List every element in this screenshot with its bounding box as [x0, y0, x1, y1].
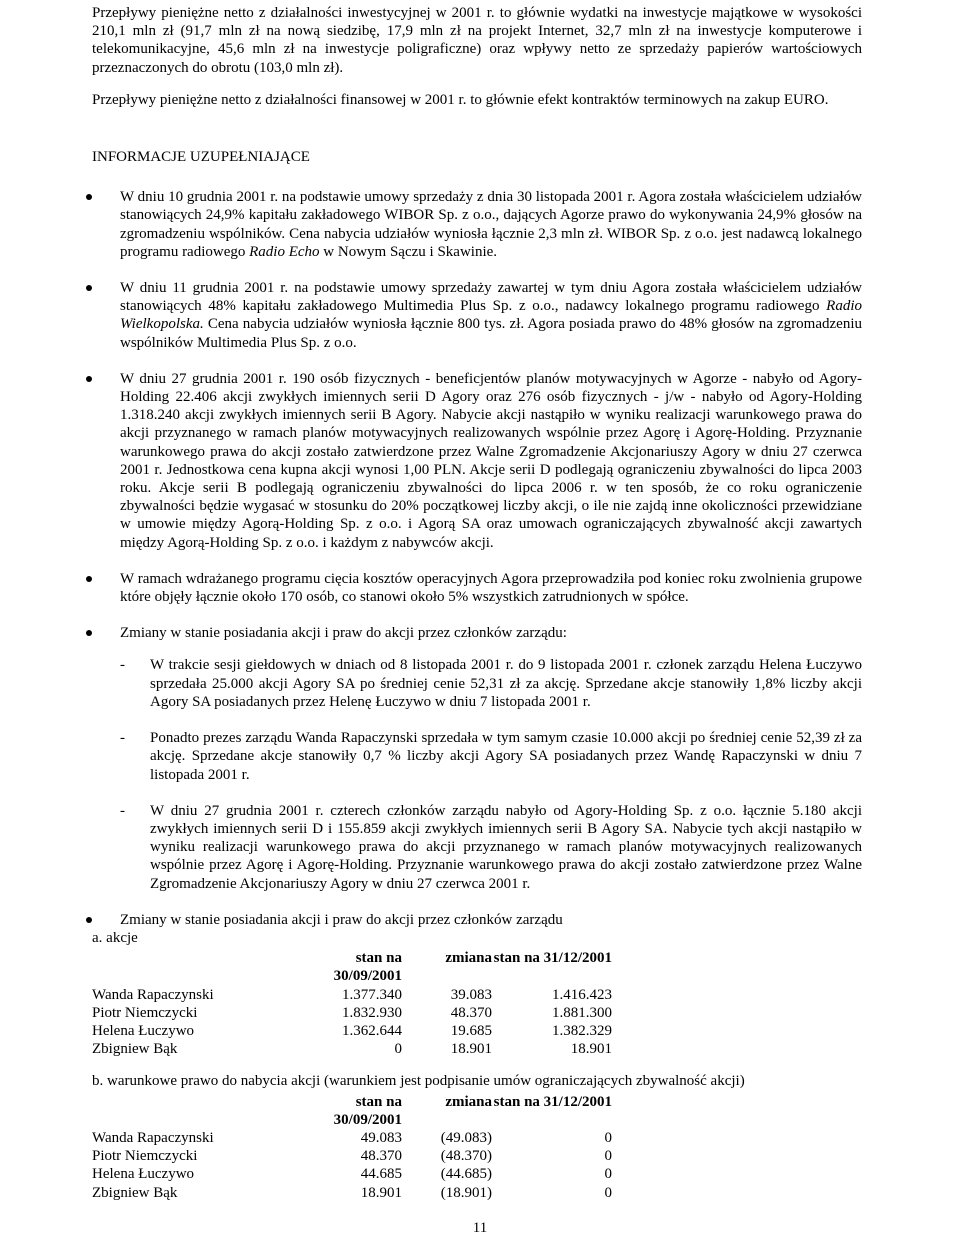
bullet-text: W dniu 11 grudnia 2001 r. na podstawie umowy sprzedaży zawartej w tym dniu Agora została właścicielem udziałów stanowiących 48% kapitału zakładowego Multimedia Plus Sp. z o.o., nadawcy lokalnego programu radiowego Radio Wielkopolska. Cena nabycia udziałów wyniosła łącznie 800 tys. zł. Agora posiada prawo do 48% głosów na zgromadzeniu wspólników Multimedia Plus Sp. z o.o. — [120, 280, 862, 351]
table-header-row: stan na 30/09/2001 zmiana stan na 31/12/2001 — [333, 950, 612, 985]
dash-marker: - — [120, 802, 125, 819]
table-row: Wanda Rapaczynski 49.083 (49.083) 0 — [92, 1129, 612, 1146]
list-item — [92, 279, 862, 352]
list-item — [92, 911, 862, 1202]
dash-list — [120, 656, 862, 892]
radio-name: Radio Wielkopolska. — [120, 298, 862, 333]
bullet-icon — [86, 285, 92, 291]
bullet-text: W dniu 10 grudnia 2001 r. na podstawie umowy sprzedaży z dnia 30 listopada 2001 r. Agora została właścicielem udziałów stanowiących 24,9% kapitału zakładowego WIBOR Sp. z o.o., dających Agorze prawo do wykonywania 24,9% głosów na zgromadzeniu wspólników. Cena nabycia udziałów wyniosła łącznie 2,3 mln zł. WIBOR Sp. z o.o. jest nadawcą lokalnego programu radiowego Radio Echo w Nowym Sączu i Skawinie. — [120, 189, 862, 260]
bullet-icon — [86, 376, 92, 382]
table-row: Piotr Niemczycki 1.832.930 48.370 1.881.300 — [92, 1004, 612, 1021]
page-number: 11 — [472, 1220, 488, 1236]
shares-table-b — [92, 1093, 612, 1202]
table-row: Helena Łuczywo 44.685 (44.685) 0 — [92, 1166, 612, 1183]
table-row: Zbigniew Bąk 0 18.901 18.901 — [92, 1041, 612, 1058]
bullet-icon — [86, 917, 92, 923]
dash-marker: - — [120, 730, 125, 747]
list-item — [92, 370, 862, 552]
bullet-text: Zmiany w stanie posiadania akcji i praw do akcji przez członków zarządu: — [120, 625, 567, 642]
table-row: Piotr Niemczycki 48.370 (48.370) 0 — [92, 1148, 612, 1165]
list-item — [92, 188, 862, 261]
document-page — [92, 4, 862, 1202]
paragraph-financing-cash-flows: Przepływy pieniężne netto z działalności finansowej w 2001 r. to głównie efekt kontraktów terminowych na zakup EURO. — [92, 91, 829, 108]
dash-item: - W trakcie sesji giełdowych w dniach od 8 listopada 2001 r. do 9 listopada 2001 r. członek zarządu Helena Łuczywo sprzedała 25.000 akcji Agory SA po średniej cenie 52,31 zł za akcję. Sprzedane akcje stanowiły 1,8% liczby akcji Agory SA posiadanych przez Helenę Łuczywo w dniu 7 listopada 2001 r. — [120, 657, 862, 710]
bullet-text: W dniu 27 grudnia 2001 r. 190 osób fizycznych - beneficjentów planów motywacyjnych w Agorze - nabyło od Agory-Holding 22.406 akcji zwykłych imiennych serii D Agory oraz 276 osób fizycznych - j/w - nabyło od Agory-Holding 1.318.240 akcji zwykłych imiennych serii B Agory. Nabycie akcji nastąpiło w wyniku realizacji warunkowego prawa do akcji przyznanego w ramach planów motywacyjnych realizowanych wspólnie przez Agorę i Agorę-Holding. Przyznanie warunkowego prawa do akcji zostało zatwierdzone przez Walne Zgromadzenie Akcjonariuszy Agory w dniu 27 czerwca 2001 r. Jednostkowa cena kupna akcji wynosi 1,00 PLN. Akcje serii D podlegają ograniczeniu zbywalności do lipca 2003 roku. Akcje serii B podlegają ograniczeniu zbywalności do lipca 2006 r. w ten sposób, że co roku ograniczenie zbywalności będzie wygasać w stosunku do 20% początkowej liczby akcji, o ile nie zajdą inne okoliczności przewidziane w umowie między Agorą-Holding Sp. z o.o. i Agorą SA oraz umowach ograniczających zbywalność akcji zawartych między Agorą-Holding Sp. z o.o. i każdym z nabywców akcji. — [120, 370, 862, 551]
paragraph-investing-cash-flows: Przepływy pieniężne netto z działalności inwestycyjnej w 2001 r. to głównie wydatki na inwestycje majątkowe w wysokości 210,1 mln zł (91,7 mln zł na nową siedzibę, 17,9 mln zł na projekt Internet, 32,7 mln zł na inwestycje komputerowe i telekomunikacyjne, 45,6 mln zł na inwestycje poligraficzne) oraz wpływy netto ze sprzedaży papierów wartościowych przeznaczonych do obrotu (103,0 mln zł). — [92, 5, 862, 76]
bullet-icon — [86, 576, 92, 582]
list-item — [92, 624, 862, 892]
dash-item: - Ponadto prezes zarządu Wanda Rapaczynski sprzedała w tym samym czasie 10.000 akcji po średniej cenie 52,39 zł za akcję. Sprzedane akcje stanowiły 0,7 % liczby akcji Agory SA posiadanych przez Wandę Rapaczynski w dniu 7 listopada 2001 r. — [120, 730, 862, 783]
dash-marker: - — [120, 657, 125, 674]
table-header-row: stan na 30/09/2001 zmiana stan na 31/12/2001 — [333, 1093, 612, 1128]
dash-item: - W dniu 27 grudnia 2001 r. czterech członków zarządu nabyło od Agory-Holding Sp. z o.o. łącznie 5.180 akcji zwykłych imiennych serii D i 155.859 akcji zwykłych imiennych serii B Agory SA. Nabycie tych akcji nastąpiło w wyniku realizacji warunkowego prawa do akcji przyznanego w ramach planów motywacyjnych realizowanych wspólnie przez Agorę i Agorę-Holding. Przyznanie warunkowego prawa do akcji zostało zatwierdzone przez Walne Zgromadzenie Akcjonariuszy Agory w dniu 27 czerwca 2001 r. — [120, 802, 862, 892]
bullet-list — [92, 188, 862, 1202]
table-b-label: b. warunkowe prawo do nabycia akcji (warunkiem jest podpisanie umów ograniczających zbywalność akcji) — [92, 1073, 745, 1090]
table-row: Helena Łuczywo 1.362.644 19.685 1.382.329 — [92, 1022, 612, 1039]
list-item — [92, 570, 862, 606]
bullet-icon — [86, 194, 92, 200]
bullet-text: W ramach wdrażanego programu cięcia kosztów operacyjnych Agora przeprowadziła pod koniec roku zwolnienia grupowe które objęły łącznie około 170 osób, co stanowi około 5% wszystkich zatrudnionych w spółce. — [120, 570, 862, 606]
bullet-text: Zmiany w stanie posiadania akcji i praw do akcji przez członków zarządu — [120, 911, 563, 928]
section-heading: INFORMACJE UZUPEŁNIAJĄCE — [92, 149, 310, 166]
radio-name: Radio Echo — [249, 243, 320, 260]
table-row: Wanda Rapaczynski 1.377.340 39.083 1.416.423 — [92, 986, 612, 1003]
table-row: Zbigniew Bąk 18.901 (18.901) 0 — [92, 1184, 612, 1201]
table-a-label: a. akcje — [92, 929, 138, 946]
bullet-icon — [86, 630, 92, 636]
shares-table-a — [92, 949, 612, 1058]
